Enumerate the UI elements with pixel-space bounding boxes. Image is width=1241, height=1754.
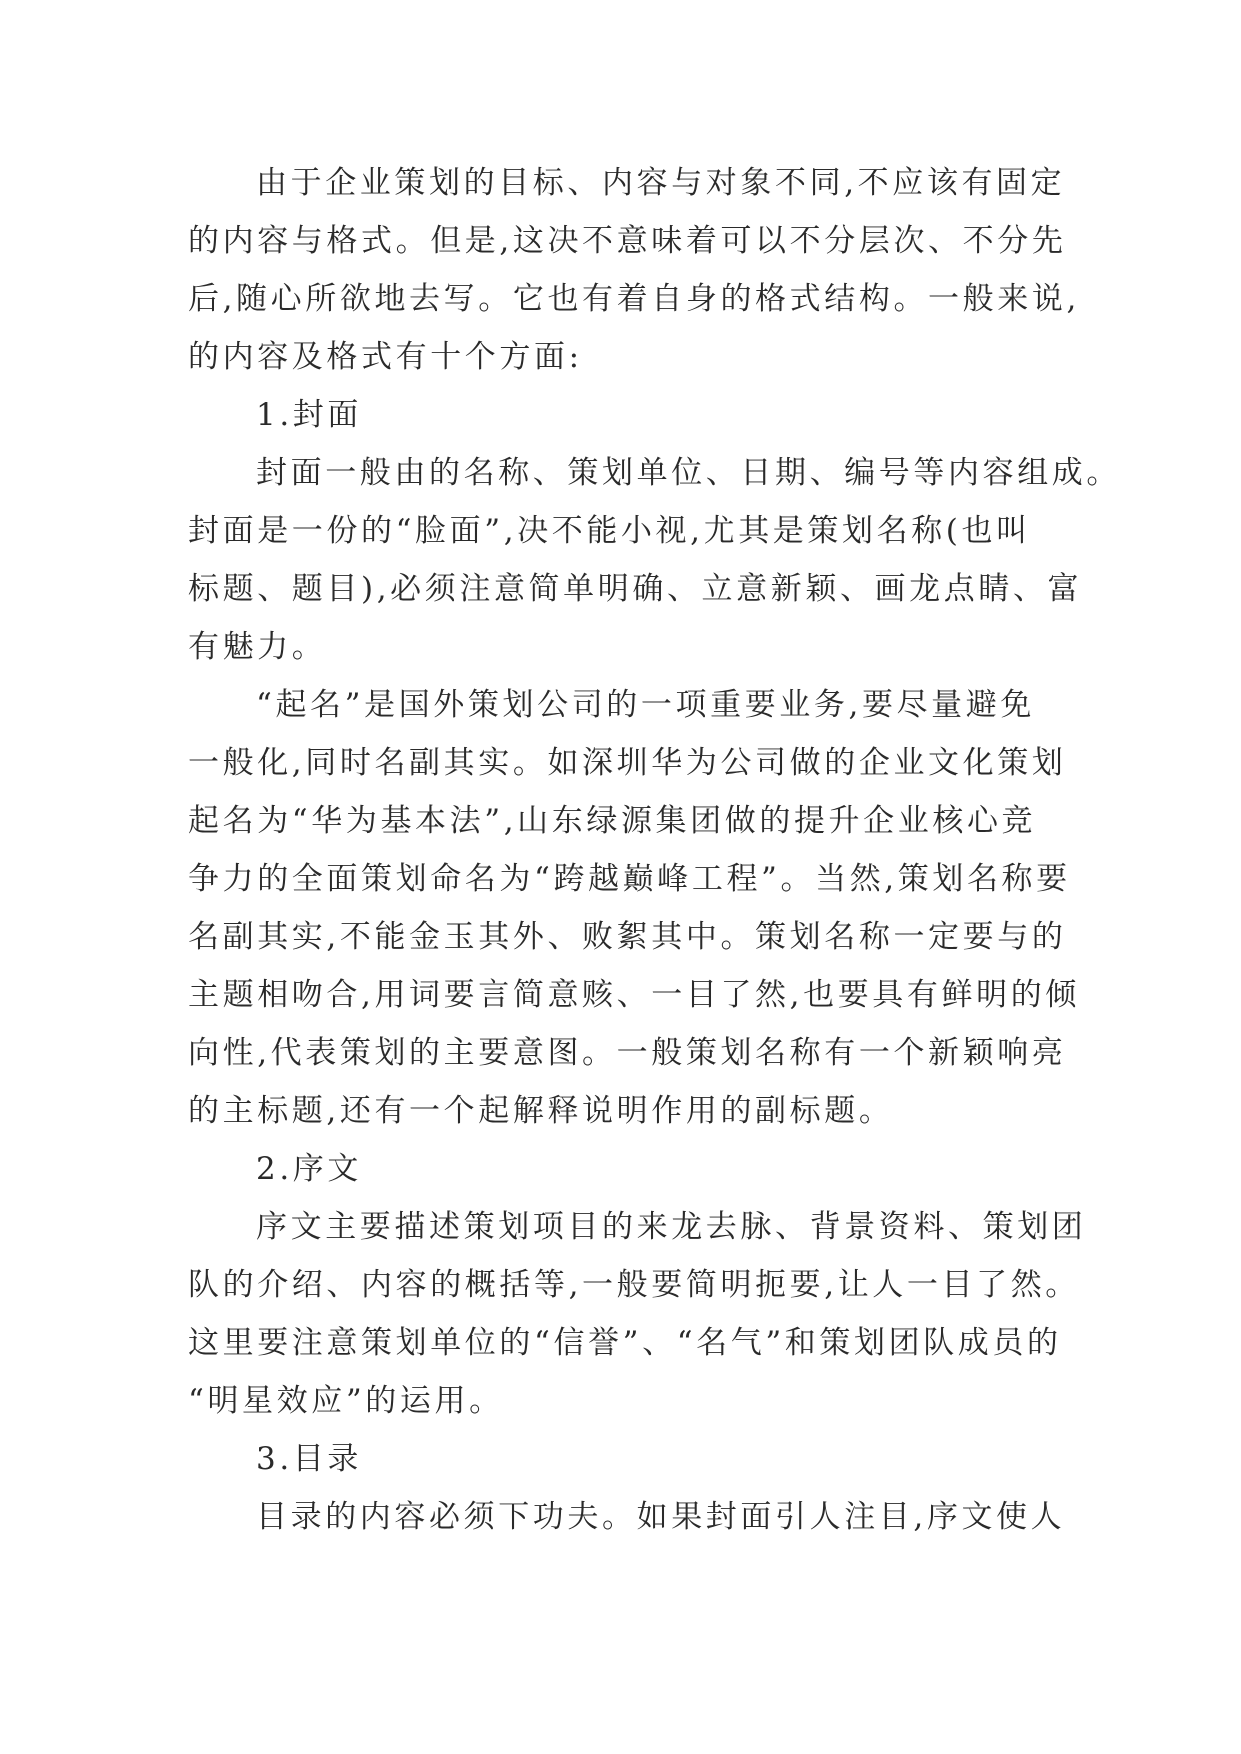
text-line: 这里要注意策划单位的“信誉”、“名气”和策划团队成员的 bbox=[188, 1325, 1062, 1361]
text-line: 起名为“华为基本法”,山东绿源集团做的提升企业核心竞 bbox=[188, 803, 1037, 839]
text-line: 队的介绍、内容的概括等,一般要简明扼要,让人一目了然。 bbox=[188, 1267, 1080, 1303]
text-line: 的内容及格式有十个方面: bbox=[188, 339, 583, 375]
text-line: 名副其实,不能金玉其外、败絮其中。策划名称一定要与的 bbox=[188, 919, 1067, 955]
text-line: “起名”是国外策划公司的一项重要业务,要尽量避免 bbox=[256, 687, 1035, 723]
text-line: 一般化,同时名副其实。如深圳华为公司做的企业文化策划 bbox=[188, 745, 1067, 781]
text-line: 向性,代表策划的主要意图。一般策划名称有一个新颖响亮 bbox=[188, 1035, 1067, 1071]
text-line: 由于企业策划的目标、内容与对象不同,不应该有固定 bbox=[256, 165, 1066, 201]
text-line: 主题相吻合,用词要言简意赅、一目了然,也要具有鲜明的倾 bbox=[188, 977, 1080, 1013]
text-line: 目录的内容必须下功夫。如果封面引人注目,序文使人 bbox=[256, 1499, 1066, 1535]
text-line: 标题、题目),必须注意简单明确、立意新颖、画龙点睛、富 bbox=[188, 571, 1083, 607]
document-page bbox=[188, 154, 1121, 1546]
text-line: 后,随心所欲地去写。它也有着自身的格式结构。一般来说, bbox=[188, 281, 1080, 317]
section-heading: 2.序文 bbox=[256, 1151, 362, 1187]
text-line: 序文主要描述策划项目的来龙去脉、背景资料、策划团 bbox=[256, 1209, 1087, 1245]
text-line: 有魅力。 bbox=[188, 629, 327, 665]
text-line: “明星效应”的运用。 bbox=[188, 1383, 504, 1419]
text-line: 的主标题,还有一个起解释说明作用的副标题。 bbox=[188, 1093, 894, 1129]
text-line: 的内容与格式。但是,这决不意味着可以不分层次、不分先 bbox=[188, 223, 1067, 259]
section-heading: 1.封面 bbox=[256, 397, 362, 433]
text-line: 封面一般由的名称、策划单位、日期、编号等内容组成。 bbox=[256, 455, 1121, 491]
text-line: 争力的全面策划命名为“跨越巅峰工程”。当然,策划名称要 bbox=[188, 861, 1071, 897]
section-heading: 3.目录 bbox=[256, 1441, 362, 1477]
text-line: 封面是一份的“脸面”,决不能小视,尤其是策划名称(也叫 bbox=[188, 513, 1031, 549]
